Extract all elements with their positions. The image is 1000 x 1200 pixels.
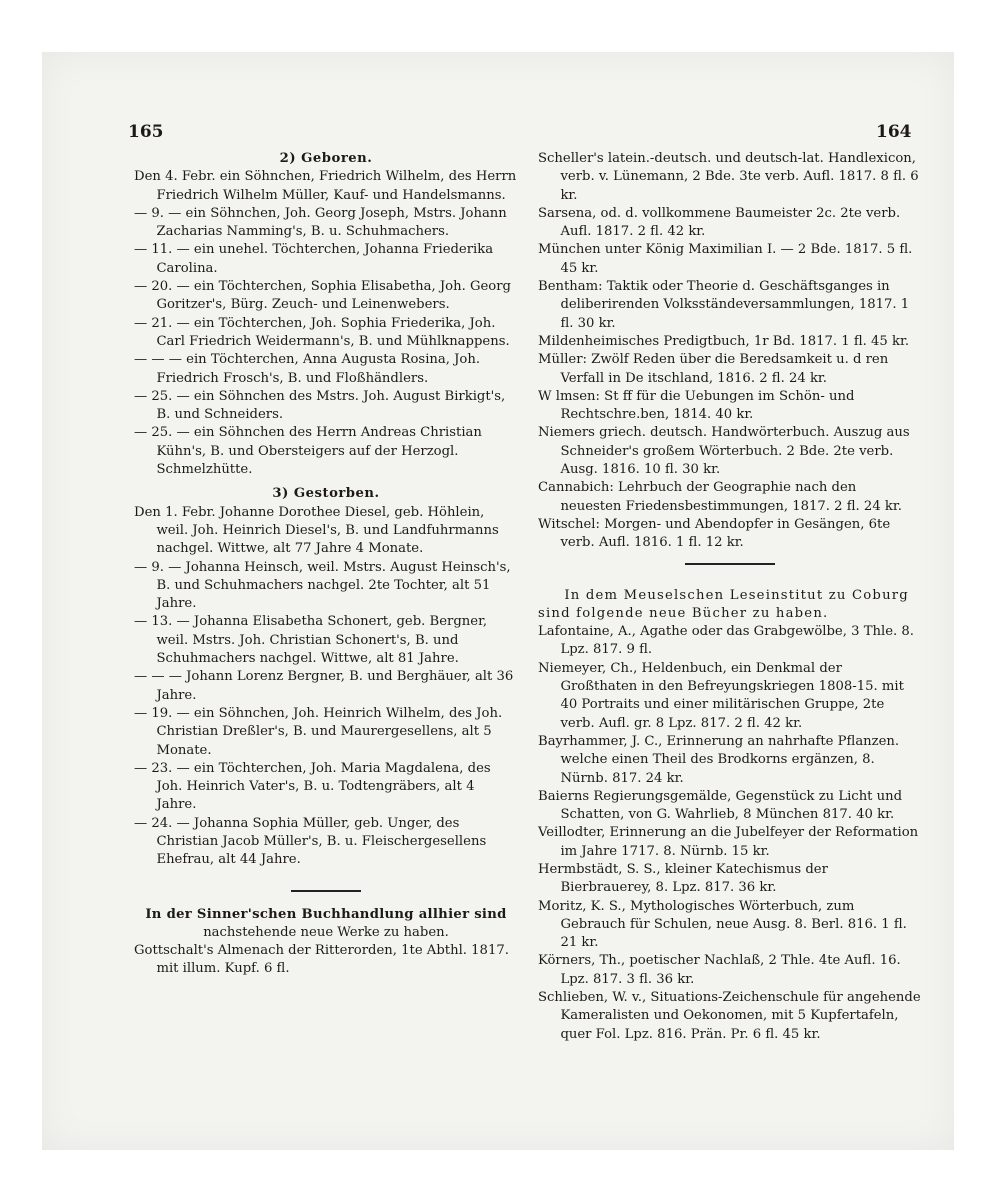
book-entry: Mildenheimisches Predigtbuch, 1r Bd. 1817. 1 fl. 45 kr.	[538, 333, 910, 349]
book-entry: Niemeyer, Ch., Heldenbuch, ein Denkmal der Großthaten in den Befreyungskriegen 1808-15. mit 40 Portraits und einer militärischen Gruppe, 2te verb. Aufl. gr. 8 Lpz. 817. 2 fl. 42 kr.	[538, 660, 904, 731]
died-entry: — 19. — ein Söhnchen, Joh. Heinrich Wilhelm, des Joh. Christian Dreßler's, B. und Maurergesellens, alt 5 Monate.	[134, 705, 503, 758]
book-entry: Bentham: Taktik oder Theorie d. Geschäftsganges in deliberirenden Volksständeversammlungen, 1817. 1 fl. 30 kr.	[538, 279, 910, 331]
born-entry: — 9. — ein Söhnchen, Joh. Georg Joseph, Mstrs. Johann Zacharias Namming's, B. u. Schuhmachers.	[134, 205, 507, 240]
lesen-institut-intro: In dem Meuselschen Leseinstitut zu Coburg sind folgende neue Bücher zu haben.	[538, 587, 909, 621]
book-entry: Witschel: Morgen- und Abendopfer in Gesängen, 6te verb. Aufl. 1816. 1 fl. 12 kr.	[538, 516, 891, 551]
page-number-right: 164	[876, 122, 912, 142]
book-entry: Bayrhammer, J. C., Erinnerung an nahrhafte Pflanzen. welche einen Theil des Brodkorns ergänzen, 8. Nürnb. 817. 24 kr.	[538, 733, 900, 786]
section-divider	[291, 890, 361, 892]
book-entry: Körners, Th., poetischer Nachlaß, 2 Thle. 4te Aufl. 16. Lpz. 817. 3 fl. 36 kr.	[538, 953, 901, 987]
book-entry: Lafontaine, A., Agathe oder das Grabgewölbe, 3 Thle. 8. Lpz. 817. 9 fl.	[538, 624, 914, 658]
book-entry: Veillodter, Erinnerung an die Jubelfeyer der Reformation im Jahre 1717. 8. Nürnb. 15 kr.	[538, 825, 919, 859]
born-entry: Den 4. Febr. ein Söhnchen, Friedrich Wilhelm, des Herrn Friedrich Wilhelm Müller, Kauf- und Handelsmanns.	[134, 169, 517, 203]
page-number-left: 165	[128, 122, 164, 142]
section-divider	[685, 563, 775, 565]
died-entry: — 13. — Johanna Elisabetha Schonert, geb. Bergner, weil. Mstrs. Joh. Christian Schonert's, B. und Schuhmachers nachgel. Wittwe, alt 81 Jahre.	[134, 614, 488, 667]
bookshop-notice-line2: nachstehende neue Werke zu haben.	[203, 924, 449, 940]
book-entry: München unter König Maximilian I. — 2 Bde. 1817. 5 fl. 45 kr.	[538, 242, 913, 276]
section-heading-born: 2) Geboren.	[279, 151, 373, 166]
book-entry: W lmsen: St ff für die Uebungen im Schön- und Rechtschre.ben, 1814. 40 kr.	[538, 388, 855, 423]
book-entry: Müller: Zwölf Reden über die Beredsamkeit u. d ren Verfall in De itschland, 1816. 2 fl. 24 kr.	[538, 352, 889, 386]
born-entry: — 25. — ein Söhnchen des Mstrs. Joh. August Birkigt's, B. und Schneiders.	[134, 388, 506, 423]
section-heading-died: 3) Gestorben.	[272, 486, 380, 502]
book-entry: Sarsena, od. d. vollkommene Baumeister 2c. 2te verb. Aufl. 1817. 2 fl. 42 kr.	[538, 205, 901, 240]
born-entry: — 21. — ein Töchterchen, Joh. Sophia Friederika, Joh. Carl Friedrich Weidermann's, B. und Mühlknappens.	[134, 315, 510, 349]
died-entry: — 23. — ein Töchterchen, Joh. Maria Magdalena, des Joh. Heinrich Vater's, B. u. Todtengräbers, alt 4 Jahre.	[134, 760, 491, 813]
died-entry: — 24. — Johanna Sophia Müller, geb. Unger, des Christian Jacob Müller's, B. u. Fleischergesellens Ehefrau, alt 44 Jahre.	[134, 815, 487, 868]
book-entry: Hermbstädt, S. S., kleiner Katechismus der Bierbrauerey, 8. Lpz. 817. 36 kr.	[538, 861, 828, 896]
book-entry: Schlieben, W. v., Situations-Zeichenschule für angehende Kameralisten und Oekonomen, mit 5 Kupfertafeln, quer Fol. Lpz. 816. Prän. Pr. 6 fl. 45 kr.	[538, 990, 921, 1042]
left-column	[134, 150, 518, 979]
died-entry: — — — Johann Lorenz Bergner, B. und Berghäuer, alt 36 Jahre.	[134, 669, 514, 703]
book-entry: Baierns Regierungsgemälde, Gegenstück zu Licht und Schatten, von G. Wahrlieb, 8 München 817. 40 kr.	[538, 788, 903, 823]
right-column	[538, 150, 921, 1044]
died-entry: Den 1. Febr. Johanne Dorothee Diesel, geb. Höhlein, weil. Joh. Heinrich Diesel's, B. und Landfuhrmanns nachgel. Wittwe, alt 77 Jahre 4 Monate.	[134, 504, 499, 557]
born-entry: — 11. — ein unehel. Töchterchen, Johanna Friederika Carolina.	[134, 242, 494, 276]
book-entry: Moritz, K. S., Mythologisches Wörterbuch, zum Gebrauch für Schulen, neue Ausg. 8. Berl. 816. 1 fl. 21 kr.	[538, 898, 907, 951]
born-entry: — — — ein Töchterchen, Anna Augusta Rosina, Joh. Friedrich Frosch's, B. und Floßhändlers.	[134, 352, 481, 386]
book-entry: Gottschalt's Almenach der Ritterorden, 1te Abthl. 1817. mit illum. Kupf. 6 fl.	[134, 943, 509, 977]
died-entry: — 9. — Johanna Heinsch, weil. Mstrs. August Heinsch's, B. und Schuhmachers nachgel. 2te Tochter, alt 51 Jahre.	[134, 559, 511, 612]
book-entry: Cannabich: Lehrbuch der Geographie nach den neuesten Friedensbestimmungen, 1817. 2 fl. 24 kr.	[538, 480, 902, 514]
born-entry: — 20. — ein Töchterchen, Sophia Elisabetha, Joh. Georg Goritzer's, Bürg. Zeuch- und Leinenwebers.	[134, 279, 511, 313]
book-entry: Niemers griech. deutsch. Handwörterbuch. Auszug aus Schneider's großem Wörterbuch. 2 Bde. 2te verb. Ausg. 1816. 10 fl. 30 kr.	[538, 425, 910, 478]
bookshop-notice-line1: In der Sinner'schen Buchhandlung allhier sind	[145, 906, 507, 922]
born-entry: — 25. — ein Söhnchen des Herrn Andreas Christian Kühn's, B. und Obersteigers auf der Herzogl. Schmelzhütte.	[134, 425, 482, 478]
book-entry: Scheller's latein.-deutsch. und deutsch-lat. Handlexicon, verb. v. Lünemann, 2 Bde. 3te verb. Aufl. 1817. 8 fl. 6 kr.	[538, 151, 919, 203]
